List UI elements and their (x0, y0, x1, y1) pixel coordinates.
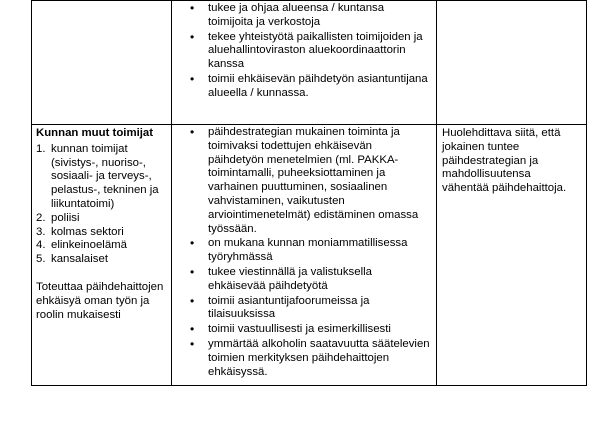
bullet-icon: • (190, 264, 195, 279)
row1-col2-cell (172, 1, 437, 125)
row1-col1-cell (32, 1, 172, 125)
bullet-icon: • (190, 125, 195, 139)
row2-col2-cell (172, 125, 437, 386)
actors-list (36, 143, 167, 267)
list-item: 1. kunnan toimijat (sivistys-, nuoriso-, sosiaali- ja terveys-, pelastus-, tekninen ja liikuntatoimi) (36, 142, 159, 210)
strategy-table (31, 0, 587, 386)
list-item: 2. poliisi (36, 211, 80, 224)
row1-bullet-list (176, 2, 430, 101)
list-item: • tukee ja ohjaa alueensa / kuntansa toimijoita ja verkostoja (190, 1, 385, 28)
list-item: • toimii ehkäisevän päihdetyön asiantuntijana alueella / kunnassa. (190, 71, 428, 99)
row1-col3-cell (437, 1, 587, 125)
row2-col1-cell (32, 125, 172, 386)
bullet-icon: • (190, 293, 195, 308)
row2-col3-cell (437, 125, 587, 386)
bullet-icon: • (190, 29, 195, 44)
list-item: • tekee yhteistyötä paikallisten toimijoiden ja aluehallintoviraston aluekoordinaattorin kanssa (190, 29, 423, 71)
table-row (32, 1, 587, 125)
bullet-icon: • (190, 236, 195, 251)
actors-summary: Toteuttaa päihdehaittojen ehkäisyä oman työn ja roolin mukaisesti (36, 280, 164, 321)
bullet-icon: • (190, 322, 195, 337)
list-item: 5. kansalaiset (36, 253, 108, 266)
bullet-icon: • (190, 1, 195, 15)
list-item: • on mukana kunnan moniammatillisessa työryhmässä (190, 236, 408, 264)
bullet-icon: • (190, 336, 195, 351)
bullet-icon: • (190, 71, 195, 86)
row2-col3-text: Huolehdittava siitä, että jokainen tuntee päihdestrategian ja mahdollisuutensa vähentää päihdehaittoja. (442, 127, 567, 195)
list-item: • ymmärtää alkoholin saatavuutta säätelevien toimien merkityksen päihdehaittojen ehkäisyssä. (190, 336, 430, 378)
row2-bullet-list (176, 126, 430, 379)
list-item: 4. elinkeinoelämä (36, 239, 127, 252)
table-row (32, 125, 587, 386)
list-item: • päihdestrategian mukainen toiminta ja toimivaksi todettujen ehkäisevän päihdetyön menetelmien (ml. PAKKA-toimintamalli, puheeksiottaminen ja varhainen puuttuminen, sosiaalinen vahvistaminen, vaikutusten arviointimenetelmät) edistäminen omassa työssään. (190, 125, 419, 235)
list-item: • toimii vastuullisesti ja esimerkillisesti (190, 322, 391, 337)
list-item: • tukee viestinnällä ja valistuksella ehkäisevää päihdetyötä (190, 264, 372, 292)
list-item: 3. kolmas sektori (36, 225, 124, 238)
list-item: • toimii asiantuntijafoorumeissa ja tilaisuuksissa (190, 293, 370, 321)
actors-heading: Kunnan muut toimijat (36, 127, 154, 139)
